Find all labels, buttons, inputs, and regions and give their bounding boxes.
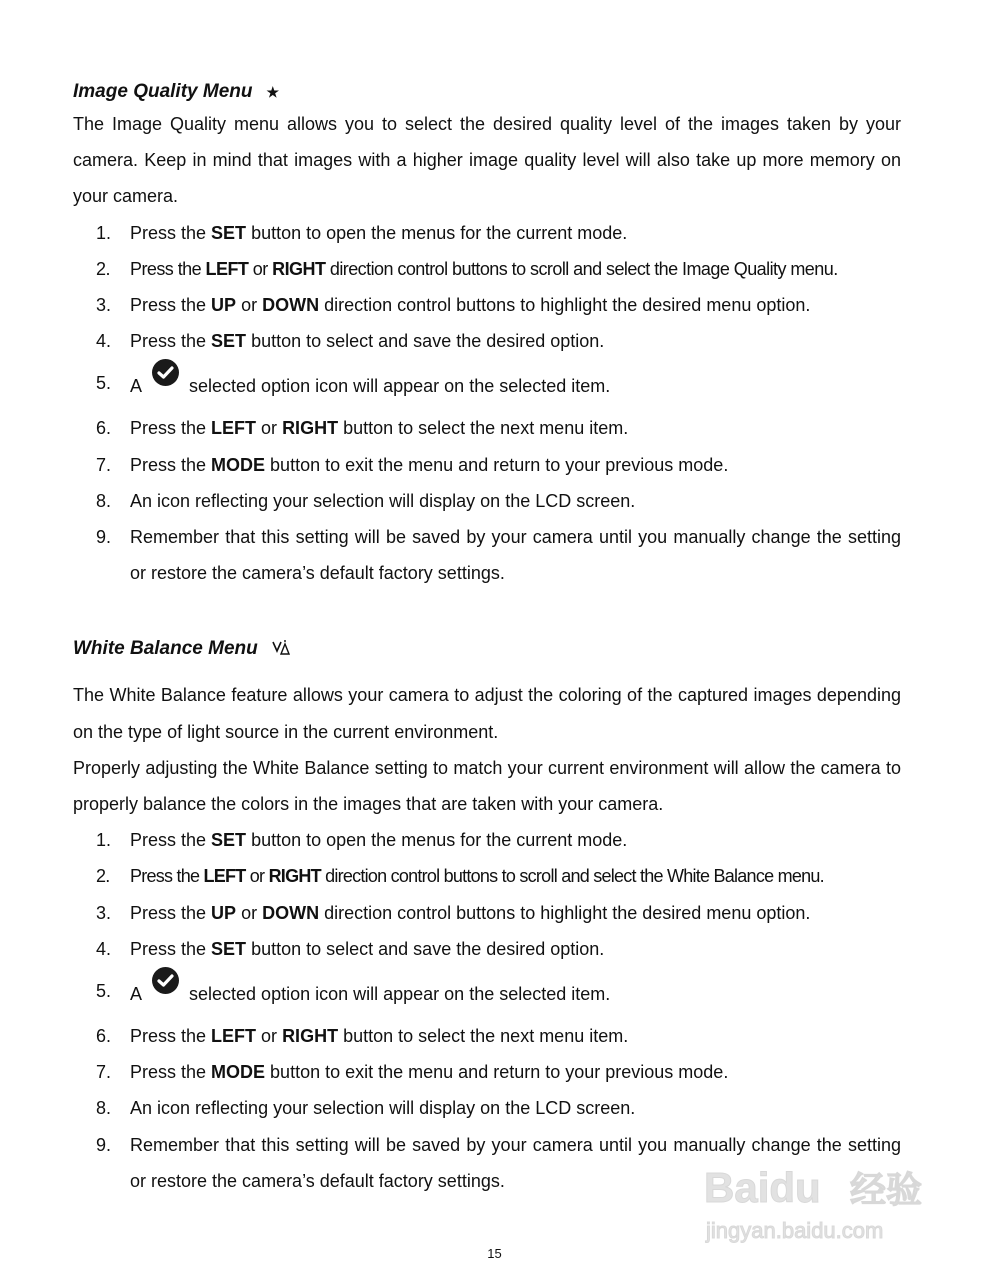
list-item: 8. An icon reflecting your selection will display on the LCD screen. (96, 1098, 636, 1119)
list-item: 6. Press the LEFT or RIGHT button to select the next menu item. (96, 1026, 629, 1047)
list-item: 5. A selected option icon will appear on the selected item. (73, 359, 901, 410)
checkmark-icon (152, 967, 179, 994)
baidu-watermark (700, 1150, 940, 1250)
list-item: 3. Press the UP or DOWN direction control buttons to highlight the desired menu option. (96, 902, 811, 923)
svg-text:jingyan.baidu.com: jingyan.baidu.com (706, 1218, 884, 1243)
list-item: 4. Press the SET button to select and save the desired option. (96, 331, 605, 352)
list-item: 5. A selected option icon will appear on the selected item. (73, 967, 901, 1018)
section-title: Image Quality Menu (73, 81, 253, 102)
list-item: 7. Press the MODE button to exit the menu and return to your previous mode. (96, 454, 729, 475)
intro-paragraph: The Image Quality menu allows you to select the desired quality level of the images taken by your camera. Keep in mind that images with a higher image quality level will also take up more memory on your camera. (73, 114, 901, 207)
page-number: 15 (487, 1246, 502, 1261)
list-item: 7. Press the MODE button to exit the menu and return to your previous mode. (96, 1062, 729, 1083)
list-item: 8. An icon reflecting your selection will display on the LCD screen. (96, 490, 636, 511)
list-item: 3. Press the UP or DOWN direction control buttons to highlight the desired menu option. (96, 295, 811, 316)
steps-list (73, 822, 901, 1199)
list-item: 2. Press the LEFT or RIGHT direction control buttons to scroll and select the White Balance menu. (96, 866, 824, 887)
white-balance-icon (272, 640, 290, 658)
list-item: 1. Press the SET button to open the menus for the current mode. (96, 222, 628, 243)
svg-text:Baidu: Baidu (704, 1164, 821, 1211)
section-title: White Balance Menu (73, 638, 258, 660)
steps-list (73, 215, 901, 592)
star-icon: ★ (266, 84, 280, 100)
svg-text:经验: 经验 (850, 1170, 923, 1211)
list-item: 4. Press the SET button to select and save the desired option. (96, 938, 605, 959)
list-item: 6. Press the LEFT or RIGHT button to select the next menu item. (96, 418, 629, 439)
section-heading-white-balance (73, 635, 901, 663)
intro-paragraph: Properly adjusting the White Balance setting to match your current environment will allow the camera to properly balance the colors in the images that are taken with your camera. (73, 757, 901, 815)
document-page (73, 78, 901, 1199)
list-item: 9. Remember that this setting will be saved by your camera until you manually change the setting or restore the camera’s default factory settings. (96, 527, 901, 584)
list-item: 2. Press the LEFT or RIGHT direction control buttons to scroll and select the Image Quality menu. (96, 258, 838, 279)
list-item: 9. Remember that this setting will be saved by your camera until you manually change the setting or restore the camera’s default factory settings. (96, 1134, 901, 1191)
checkmark-icon (152, 359, 179, 386)
list-item: 1. Press the SET button to open the menus for the current mode. (96, 830, 628, 851)
intro-paragraph: The White Balance feature allows your camera to adjust the coloring of the captured images depending on the type of light source in the current environment. (73, 685, 901, 742)
section-heading-image-quality (73, 78, 901, 106)
